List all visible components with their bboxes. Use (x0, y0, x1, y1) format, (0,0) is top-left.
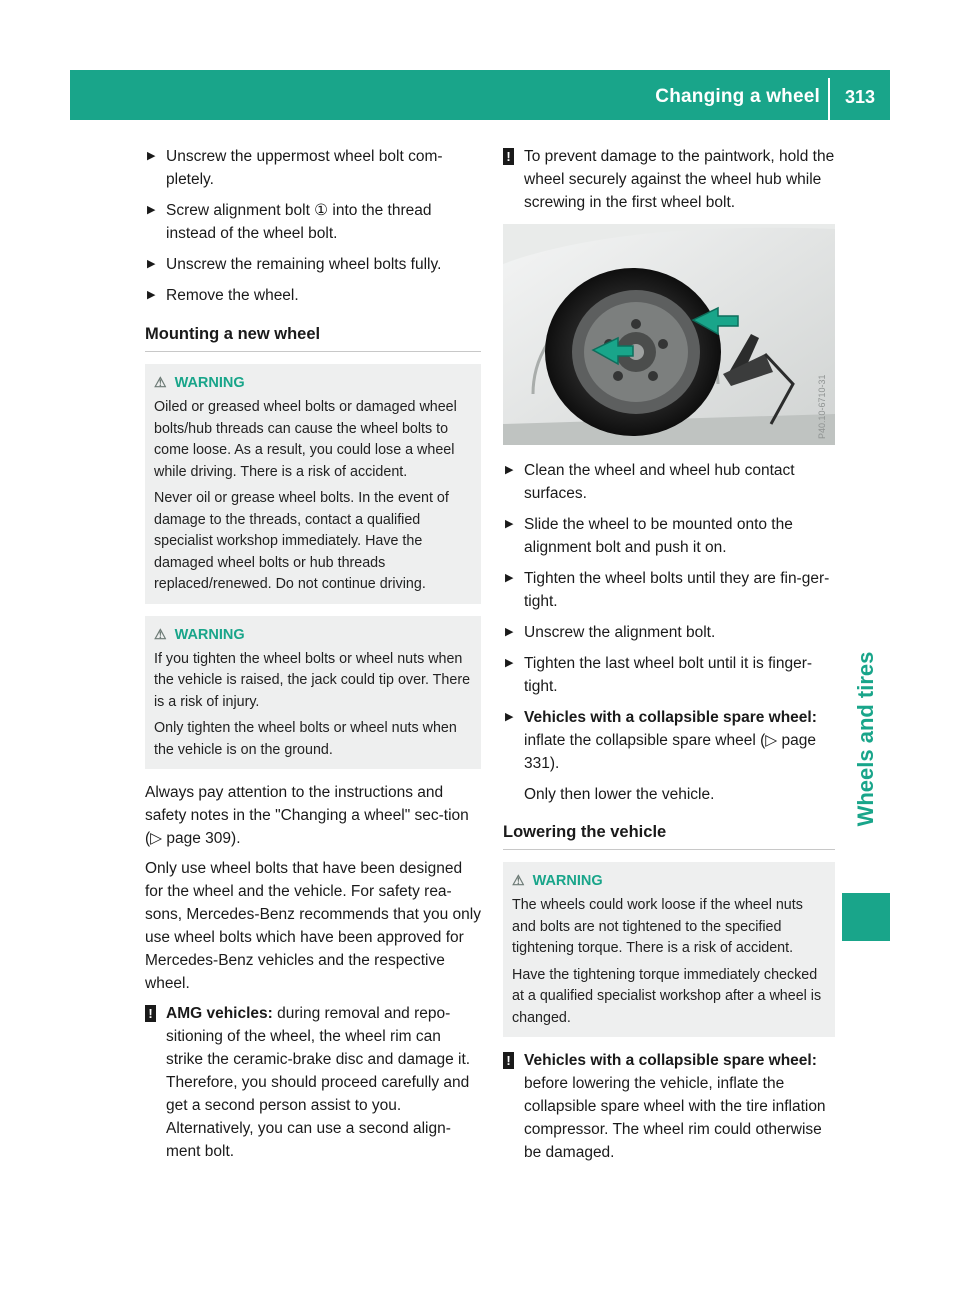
warning-header: ⚠ WARNING (154, 374, 245, 391)
note-item: ! To prevent damage to the paintwork, hold the wheel securely against the wheel hub while screwing in the first wheel bolt. (503, 145, 835, 214)
warning-text: Only tighten the wheel bolts or wheel nuts when the vehicle is on the ground. (154, 720, 457, 758)
warning-text: Have the tightening torque immediately checked at a qualified specialist workshop after a wheel is changed. (512, 966, 822, 1026)
step-item: ▶ Slide the wheel to be mounted onto the alignment bolt and push it on. (503, 513, 835, 559)
section-heading-lowering: Lowering the vehicle (503, 813, 835, 850)
step-arrow-icon: ▶ (505, 464, 514, 476)
section-heading-mounting: Mounting a new wheel (145, 315, 481, 352)
step-item: ▶ Unscrew the remaining wheel bolts fully. (145, 253, 481, 276)
body-paragraph: Only use wheel bolts that have been designed for the wheel and the vehicle. For safety rea-sons, Mercedes-Benz recommends that you only use wheel bolts which have been approved for Mercedes-Benz vehicles and the respective wheel. (145, 860, 481, 992)
warning-triangle-icon: ⚠ (154, 374, 167, 390)
warning-box (145, 364, 481, 604)
warning-box (145, 616, 481, 770)
step-arrow-icon: ▶ (147, 204, 156, 216)
wheel-illustration-svg (503, 224, 835, 445)
step-item: ▶ Unscrew the uppermost wheel bolt com-pletely. (145, 145, 481, 191)
note-item: ! AMG vehicles: during removal and repo-sitioning of the wheel, the wheel rim can strike the ceramic-brake disc and damage it. Therefore, you should proceed carefully and get a second person assist to you. Alternatively, you can use a second align-ment bolt. (145, 1002, 481, 1163)
step-arrow-icon: ▶ (505, 657, 514, 669)
step-item: ▶ Clean the wheel and wheel hub contact surfaces. (503, 459, 835, 505)
page-title: Changing a wheel (655, 86, 820, 107)
step-arrow-icon: ▶ (505, 572, 514, 584)
step-item: ▶ Screw alignment bolt ① into the thread instead of the wheel bolt. (145, 199, 481, 245)
step-arrow-icon: ▶ (505, 626, 514, 638)
step-item: ▶ Unscrew the alignment bolt. (503, 621, 835, 644)
step-item: ▶ Tighten the wheel bolts until they are fin-ger-tight. (503, 567, 835, 613)
note-item: ! Vehicles with a collapsible spare wheel: before lowering the vehicle, inflate the collapsible spare wheel with the tire inflation compressor. The wheel rim could otherwise be damaged. (503, 1049, 835, 1164)
right-column (503, 145, 835, 1174)
step-arrow-icon: ▶ (505, 518, 514, 530)
step-arrow-icon: ▶ (505, 711, 514, 723)
side-tab (842, 614, 890, 864)
side-tab-marker (842, 893, 890, 941)
step-arrow-icon: ▶ (147, 258, 156, 270)
page-number: 313 (844, 87, 876, 107)
step-item: ▶ Tighten the last wheel bolt until it is finger-tight. (503, 652, 835, 698)
exclamation-icon: ! (503, 1052, 514, 1069)
warning-triangle-icon: ⚠ (512, 872, 525, 888)
warning-header: ⚠ WARNING (512, 872, 603, 889)
left-column (145, 145, 481, 1173)
warning-box (503, 862, 835, 1037)
body-paragraph: Always pay attention to the instructions and safety notes in the "Changing a wheel" sec-tion (▷ page 309). (145, 784, 469, 847)
warning-text: The wheels could work loose if the wheel nuts and bolts are not tightened to the specified tightening torque. There is a risk of accident. (512, 897, 803, 956)
exclamation-icon: ! (145, 1005, 156, 1022)
step-arrow-icon: ▶ (147, 150, 156, 162)
step-item: ▶ Remove the wheel. (145, 284, 481, 307)
warning-triangle-icon: ⚠ (154, 625, 167, 642)
figure-code: P40.10-6710-31 (817, 374, 827, 439)
side-tab-label: Wheels and tires (853, 651, 878, 827)
step-arrow-icon: ▶ (147, 289, 156, 301)
warning-header: ⚠ WARNING (154, 625, 245, 643)
warning-text: If you tighten the wheel bolts or wheel nuts when the vehicle is raised, the jack could tip over. There is a risk of injury. (154, 650, 471, 710)
wheel-illustration (503, 224, 835, 445)
header-bar (70, 70, 890, 120)
step-continuation: Only then lower the vehicle. (524, 786, 715, 803)
step-item: ▶ Vehicles with a collapsible spare wheel: inflate the collapsible spare wheel (▷ page 331). (503, 706, 835, 775)
exclamation-icon: ! (503, 148, 514, 165)
warning-text: Oiled or greased wheel bolts or damaged wheel bolts/hub threads can cause the wheel bolts to come loose. As a result, you could lose a wheel while driving. There is a risk of accident. (154, 399, 457, 480)
warning-text: Never oil or grease wheel bolts. In the event of damage to the threads, contact a qualified specialist workshop immediately. Have the damaged wheel bolts or hub threads replaced/renewed. Do not continue driving. (154, 490, 449, 592)
